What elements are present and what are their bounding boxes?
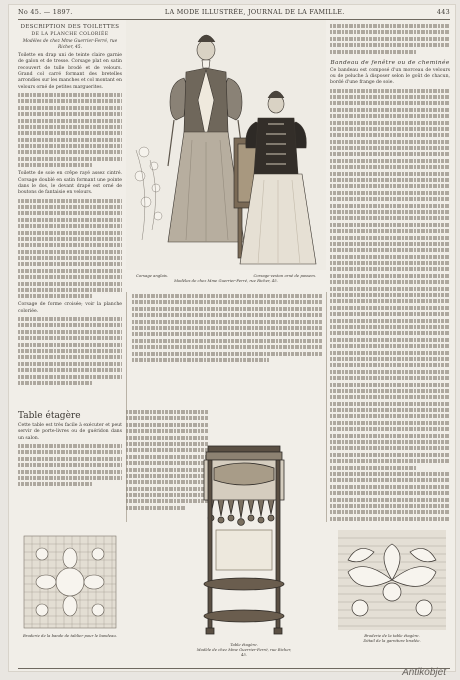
newspaper-page (8, 4, 456, 672)
text-block (18, 317, 122, 385)
paragraph: Cette table est très facile à exécuter et peut servir de porte-livres ou de guéridon dans un salon. (18, 423, 122, 441)
page-number: 443 (436, 8, 450, 16)
embroidery-figure (338, 530, 446, 664)
figure-caption: Broderie de la bande de tablier pour le bandeau. (22, 633, 118, 638)
text-block (132, 294, 322, 362)
text-block (18, 199, 122, 299)
fashion-plate-figure (126, 20, 326, 286)
figure-credit: Modèles de chez Mme Guerrier-Ferré, rue Richer, 45. (174, 277, 278, 283)
right-column (330, 22, 450, 522)
text-block (330, 89, 450, 522)
section-title: Table étagère (18, 411, 81, 421)
table-etagere-figure (194, 444, 294, 664)
column-heading: DESCRIPTION DES TOILETTES (20, 24, 120, 30)
center-text (132, 292, 322, 382)
text-block (18, 93, 122, 167)
paragraph: Toilette en drap uni de teinte claire garnie de galon et de tresse. Corsage plat en satin recouvert de tulle brodé et de velours. Grand col carré formant des bretelles arrondies sur les manches et col montant en velours orné de petites marguerites. (18, 53, 122, 90)
journal-title: LA MODE ILLUSTRÉE, JOURNAL DE LA FAMILLE. (164, 8, 345, 16)
column-heading: Bandeau de fenêtre ou de cheminée (330, 59, 450, 66)
footer-rule (18, 668, 450, 669)
watermark-logo: Antikobjet (402, 667, 446, 678)
figure-caption: Corsage anglais. (136, 273, 169, 278)
embroidery-illustration (338, 530, 446, 630)
paragraph: Toilette de soie en crêpe rayé assez cintré. Corsage doublé en satin formant une pointe dans le dos, le devant drapé est orné de boutons de fantaisie en velours. (18, 171, 122, 196)
page-header (18, 6, 450, 18)
column-subheading: DE LA PLANCHE COLORIÉE (31, 32, 109, 37)
models-note: Modèles de chez Mme Guerrier-Ferré, rue Richer, 45. (22, 39, 118, 50)
lace-pattern-figure (22, 534, 118, 664)
figure-caption: Broderie de la table étagère. (364, 633, 420, 638)
table-etagere-section (18, 408, 122, 528)
column-divider (326, 292, 327, 522)
figure-caption: Table étagère. (230, 642, 258, 647)
left-column (18, 22, 122, 402)
figure-subcaption: Détail de la garniture brodée. (363, 637, 421, 643)
table-etagere-illustration (194, 444, 294, 639)
text-block (18, 444, 122, 486)
paragraph: Corsage de forme croisée; voir la planche coloriée. (18, 302, 122, 314)
text-block (330, 24, 450, 54)
figure-credit: Modèle de chez Mme Guerrier-Ferré, rue Richer, 45. (196, 646, 292, 657)
fashion-engraving (126, 20, 326, 270)
lace-pattern-illustration (22, 534, 118, 630)
figure-caption: Corsage-veston orné de passem. (253, 273, 316, 278)
issue-number: No 45. — 1897. (18, 8, 73, 16)
paragraph: Ce bandeau est composé d'un morceau de velours ou de peluche à disposer selon le goût de chacun, bordé d'une frange de soie. (330, 67, 450, 86)
